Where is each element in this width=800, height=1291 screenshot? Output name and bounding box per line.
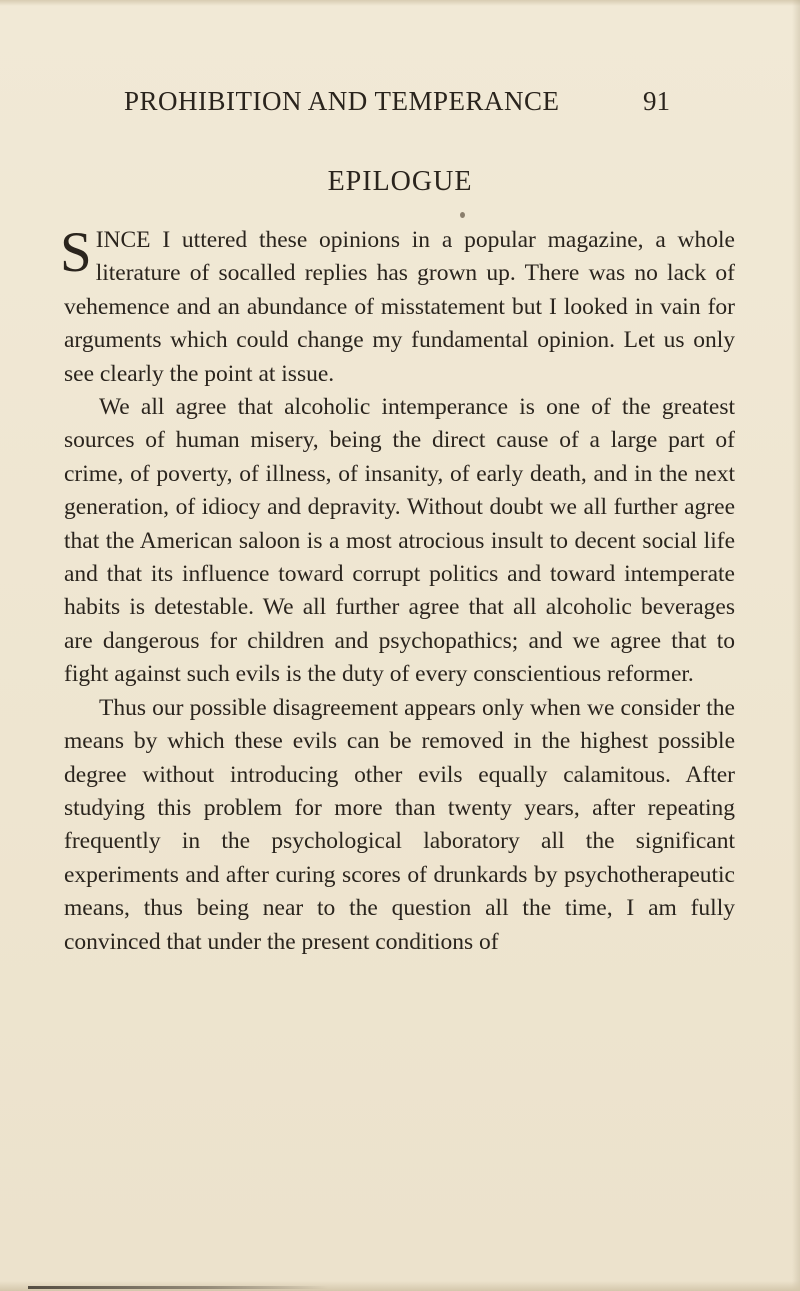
- page-number: 91: [643, 86, 670, 116]
- paragraph-2: We all agree that alcoholic intemperance is one of the greatest sources of human misery, being the direct cause of a large part of crime, of poverty, of illness, of insanity, of early death, and in the next generation, of idiocy and depravity. Without doubt we all further agree that the American saloon is a most atrocious insult to decent social life and that its influence toward corrupt politics and toward intemperate habits is detestable. We all further agree that all alcoholic beverages are dangerous for children and psychopathics; and we agree that to fight against such evils is the duty of every conscientious reformer.: [64, 394, 735, 688]
- running-head: [0, 86, 800, 126]
- section-title: EPILOGUE: [327, 166, 473, 197]
- paragraph-3: Thus our possible disagreement appears only when we consider the means by which these evils can be removed in the highest possible degree without introducing other evils equally calamitous. After studying this problem for more than twenty years, after repeating frequently in the psychological laboratory all the significant experiments and after curing scores of drunkards by psychotherapeutic means, thus being near to the question all the time, I am fully convinced that under the present conditions of: [64, 694, 735, 955]
- body-text: [60, 221, 735, 959]
- page-top-edge: [0, 0, 800, 6]
- page-bottom-edge: [28, 1286, 328, 1289]
- drop-cap: S: [60, 221, 92, 284]
- paragraph-1-text: INCE I uttered these opinions in a popular magazine, a whole literature of socalled replies has grown up. There was no lack of vehemence and an abundance of misstatement but I looked in vain for arguments which could change my fundamental opinion. Let us only see clearly the point at issue.: [64, 227, 735, 387]
- ornament-dot: [460, 212, 465, 218]
- running-title: PROHIBITION AND TEMPERANCE: [124, 86, 560, 116]
- paragraph-1: [60, 221, 735, 391]
